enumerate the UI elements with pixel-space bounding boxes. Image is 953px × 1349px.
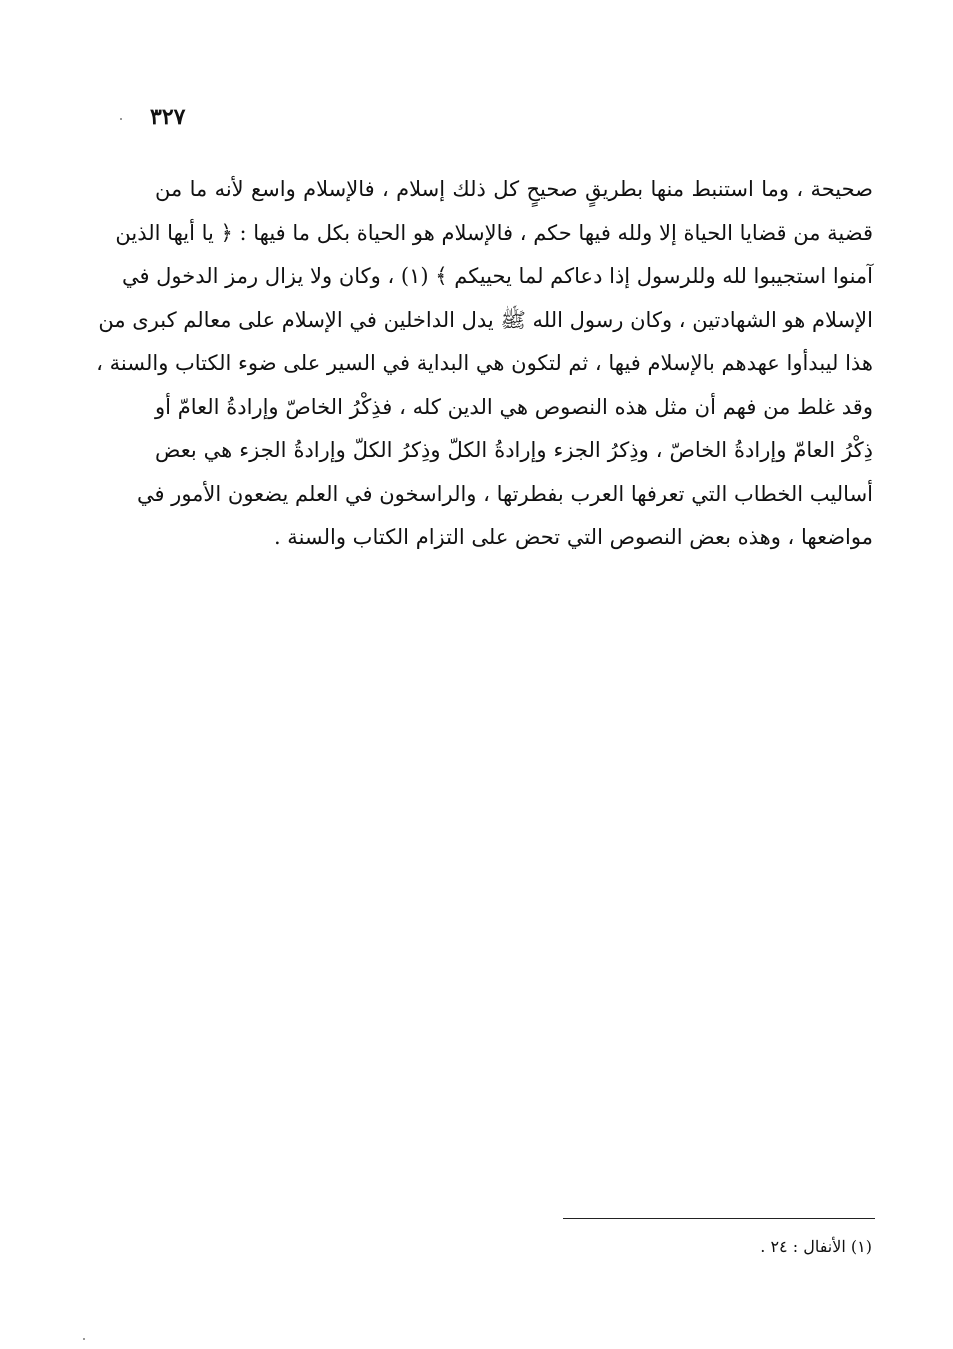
scan-speck [83, 1338, 85, 1340]
body-line-2: قضية من قضايا الحياة إلا ولله فيها حكم ، فالإسلام هو الحياة بكل ما فيها : ﴿ يا أيها الذين [115, 220, 873, 245]
body-line-7: ذِكْرُ العامّ وإرادةُ الخاصّ ، وذِكرُ الجزء وإرادةُ الكلّ وذِكرُ الكلّ وإرادةُ الجزء هي بعض [155, 438, 873, 462]
body-line-5: هذا ليبدأوا عهدهم بالإسلام فيها ، ثم لتكون هي البداية في السير على ضوء الكتاب والسنة ، [96, 351, 873, 375]
body-paragraph [96, 168, 873, 560]
body-line-8: أساليب الخطاب التي تعرفها العرب بفطرتها ، والراسخون في العلم يضعون الأمور في [136, 481, 873, 506]
page-number: ٣٢٧ [150, 104, 186, 130]
body-line-3: آمنوا استجيبوا لله وللرسول إذا دعاكم لما يحييكم ﴾ (١) ، وكان ولا يزال رمز الدخول في [121, 264, 873, 288]
body-line-1: صحيحة ، وما استنبط منها بطريقٍ صحيحٍ كل ذلك إسلام ، فالإسلام واسع لأنه ما من [155, 177, 873, 201]
scan-speck [120, 118, 122, 120]
body-line-6: وقد غلط من فهم أن مثل هذه النصوص هي الدين كله ، فذِكْرُ الخاصّ وإرادةُ العامّ أو [155, 394, 873, 419]
footnote-divider [563, 1218, 875, 1219]
body-line-4: الإسلام هو الشهادتين ، وكان رسول الله ﷺ يدل الداخلين في الإسلام على معالم كبرى من [98, 307, 873, 332]
footnote: (١) الأنفال : ٢٤ . [760, 1237, 872, 1256]
body-line-9: مواضعها ، وهذه بعض النصوص التي تحض على التزام الكتاب والسنة . [273, 525, 873, 549]
